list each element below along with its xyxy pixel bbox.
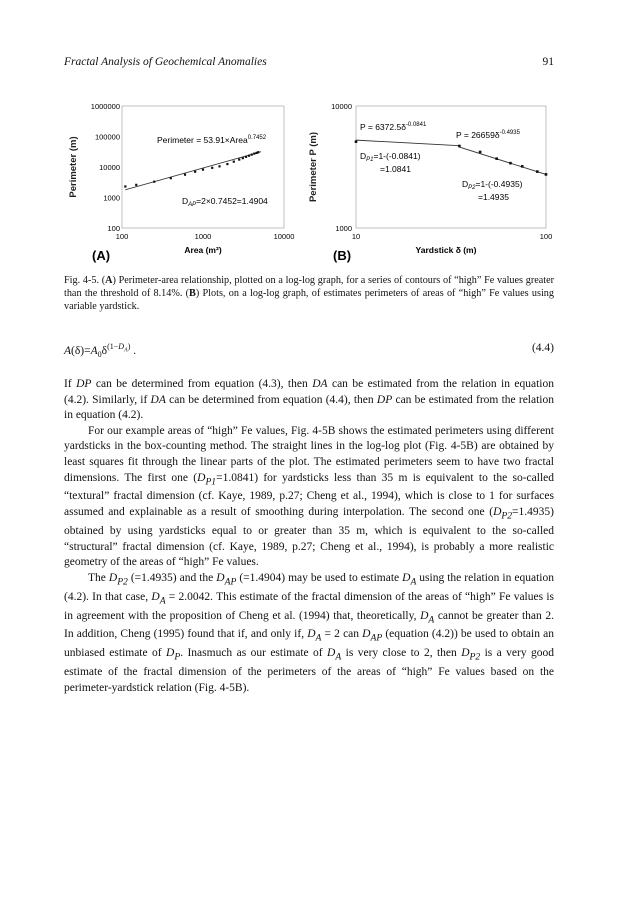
running-head-title: Fractal Analysis of Geochemical Anomalies: [64, 56, 267, 68]
figure-caption: Fig. 4-5. (A) Perimeter-area relationship, plotted on a log-log graph, for a series of contours of “high” Fe values greater than the threshold of 8.14%. (B) Plots, on a log-log graph, of estimates perimeters of areas of “high” Fe values using variable yardstick.: [64, 275, 554, 312]
panel-a-point: [124, 185, 126, 187]
panel-b-point: [479, 151, 482, 154]
panel-a-point: [218, 165, 220, 167]
panel-b-ytick: 10000: [331, 102, 352, 111]
body-text: [64, 377, 554, 696]
panel-a-point: [184, 174, 186, 176]
panel-a-point: [248, 155, 250, 157]
panel-a-point: [194, 171, 196, 173]
panel-b-point: [495, 157, 498, 160]
paragraph-2: For our example areas of “high” Fe values, Fig. 4-5B shows the estimated perimeters using different yardsticks in the box-counting method. The straight lines in the log-log plot (Fig. 4-5B) are obtained by least squares fit through the linear parts of the plot. The estimated perimeters seem to have two fractal dimensions. The first one $(D_{P1}=1.0841)$ for yardsticks less than 35 m is equivalent to the so-called “textural” fractal dimension (cf. Kaye, 1989, p.27; Cheng et al., 1994), which is close to 1 for surfaces assumed and explainable as a result of smoothing during interpolation. The second one $(D_{P2}=1.4935)$ obtained by using yardsticks equal to or greater than 35 m, which is equivalent to the so-called “structural” fractal dimension (cf. Kaye, 1989, p.27; Cheng et al., 1994), is probably a more realistic geometry of the areas of “high” Fe values.: [64, 424, 554, 569]
panel-b-dp2-value: =1.4935: [478, 192, 509, 202]
panel-a-point: [226, 163, 228, 165]
panel-a-label: (A): [92, 248, 111, 263]
equation-expression: $A(\delta)=A_0\delta^{(1-D_A)}$ .: [64, 342, 137, 360]
panel-a-point: [153, 181, 155, 183]
figure-4-5: [64, 98, 554, 268]
panel-b-xtick: 100: [539, 232, 553, 241]
panel-a-ytick: 100: [107, 224, 120, 233]
panel-a-ylabel: Perimeter (m): [68, 136, 79, 198]
panel-b-point: [458, 145, 461, 148]
panel-a-xtick: 10000: [273, 232, 295, 241]
panel-a-ytick: 10000: [99, 163, 120, 172]
panel-b-xlabel: Yardstick δ (m): [415, 245, 477, 255]
panel-a-point: [251, 154, 253, 156]
equation-number: (4.4): [531, 342, 554, 354]
panel-b-ytick: 1000: [335, 224, 352, 233]
panel-a-fit-equation: Perimeter = 53.91×Area$^{0.7452}$: [157, 135, 267, 145]
panel-a-ytick: 100000: [94, 132, 120, 142]
panel-b-eq2: $P = 26659\delta^{-0.4935}$: [456, 130, 520, 140]
paragraph-3: The $D_{P2}$ (=1.4935) and the $D_{AP}$ (=1.4904) may be used to estimate $D_A$ using the relation in equation (4.2). In that case, $D_A = 2.0042$. This estimate of the fractal dimension of the areas of “high” Fe values is in agreement with the proposition of Cheng et al. (1994) that, theoretically, $D_A$ cannot be greater than 2. In addition, Cheng (1995) found that if, and only if, $D_A = 2$ can $D_{AP}$ (equation (4.2)) be used to obtain an unbiased estimate of $D_P$. Inasmuch as our estimate of $D_A$ is very close to 2, then $D_{P2}$ is a very good estimate of the fractal dimension of the perimeters of the areas of “high” Fe values based on the perimeter-yardstick relation (Fig. 4-5B).: [64, 571, 555, 694]
panel-a-ytick: 1000: [103, 193, 120, 203]
panel-b-dp1: $D_{P1}=1-(-0.0841)$: [360, 151, 421, 163]
panel-b-point: [509, 162, 512, 165]
equation-4-4: [64, 338, 554, 362]
panel-b-dp2: $D_{P2}=1-(-0.4935)$: [462, 179, 523, 191]
panel-a-point: [211, 167, 213, 169]
panel-a-point: [242, 157, 244, 159]
running-head: [64, 56, 554, 74]
panel-a-point: [233, 161, 235, 163]
panel-a-frame: [122, 106, 284, 228]
panel-a-xlabel: Area (m²): [184, 245, 222, 255]
panel-a-xtick: 100: [115, 232, 129, 241]
panel-a-point: [257, 151, 259, 153]
panel-b-eq1: $P = 6372.5\delta^{-0.0841}$: [360, 122, 427, 132]
panel-a-ytick: 1000000: [90, 102, 120, 111]
panel-b-point: [536, 170, 539, 173]
panel-a-point: [238, 158, 240, 160]
panel-a-point: [202, 169, 204, 171]
panel-a-point: [253, 153, 255, 155]
panel-b-point: [521, 165, 524, 168]
figure-svg: [64, 98, 554, 268]
panel-a: [68, 102, 294, 263]
panel-a-point: [170, 177, 172, 179]
panel-b-point: [355, 140, 358, 143]
panel-b-ylabel: Perimeter P (m): [308, 131, 319, 203]
panel-a-xtick: 1000: [194, 232, 212, 241]
panel-b-point: [545, 173, 548, 176]
panel-a-dap-equation: $D_{AP}=2\times 0.7452=1.4904$: [182, 196, 268, 208]
panel-b-dp1-value: =1.0841: [380, 164, 411, 174]
page-number: 91: [542, 56, 554, 68]
panel-b: [308, 102, 552, 263]
panel-a-point: [135, 184, 137, 186]
panel-b-xtick: 10: [351, 232, 361, 241]
panel-a-point: [245, 156, 247, 158]
panel-b-label: (B): [333, 248, 352, 263]
paragraph-1: If DP can be determined from equation (4.3), then DA can be estimated from the relation in equation (4.2). Similarly, if DA can be determined from equation (4.4), then DP can be estimated from the relation in equation (4.2).: [64, 378, 555, 422]
